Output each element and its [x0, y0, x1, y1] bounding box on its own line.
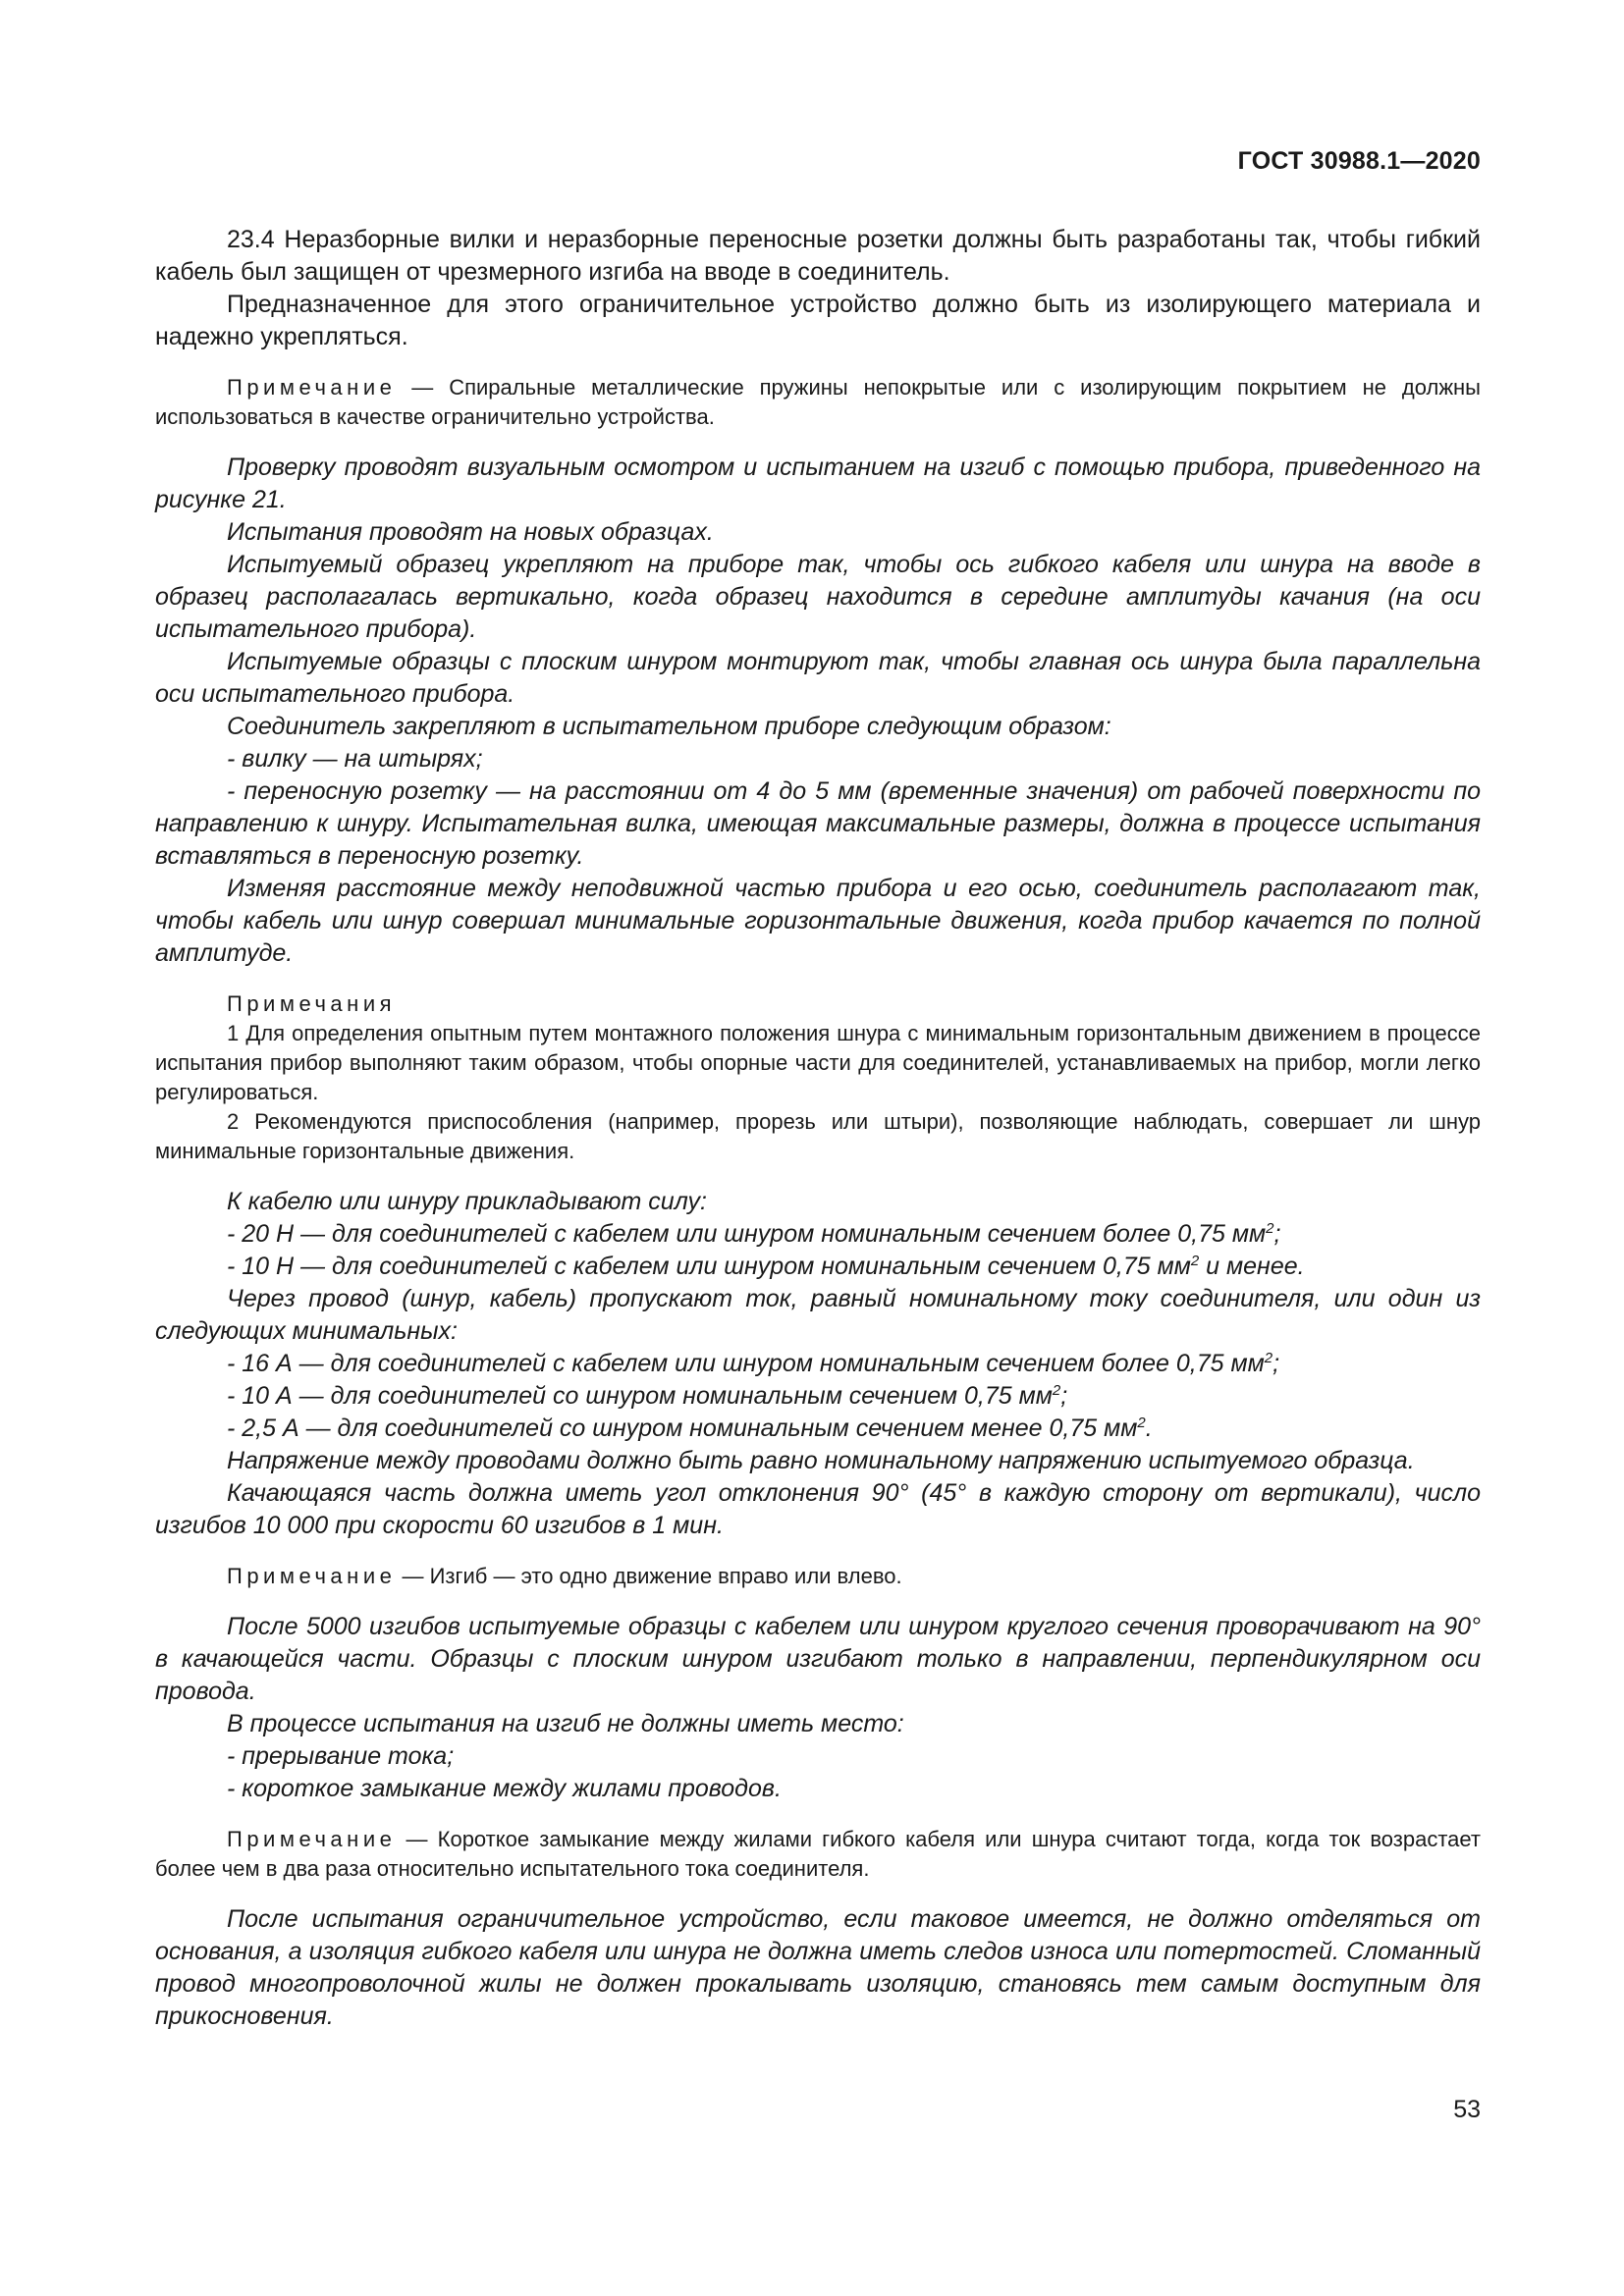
list-item: - короткое замыкание между жилами проводов.: [227, 1775, 782, 1802]
page-number: 53: [1453, 2096, 1481, 2123]
list-item: - 16 А — для соединителей с кабелем или шнуром номинальным сечением более 0,75 $мм^2$;: [227, 1350, 1280, 1377]
list-item: - 10 А — для соединителей со шнуром номинальным сечением 0,75 $мм^2$;: [227, 1382, 1068, 1410]
note-label: Примечание: [227, 1827, 397, 1851]
note-item: 2 Рекомендуются приспособления (например, прорезь или штыри), позволяющие наблюдать, совершает ли шнур минимальные горизонтальные движения.: [155, 1109, 1481, 1163]
test-paragraph: Проверку проводят визуальным осмотром и испытанием на изгиб с помощью прибора, приведенного на рисунке 21.: [155, 454, 1481, 513]
list-item: - 10 Н — для соединителей с кабелем или шнуром номинальным сечением 0,75 $мм^2$ и менее.: [227, 1253, 1305, 1280]
bending-paragraph: После 5000 изгибов испытуемые образцы с кабелем или шнуром круглого сечения проворачивают на 90° в качающейся части. Образцы с плоским шнуром изгибают только в направлении, перпендикулярном оси провода.: [155, 1613, 1481, 1705]
note-item: 1 Для определения опытным путем монтажного положения шнура с минимальным горизонтальным движением в процессе испытания прибор выполняют таким образом, чтобы опорные части для соединителей, устанавливаемых на прибор, могли легко регулироваться.: [155, 1021, 1481, 1104]
test-paragraph: Испытуемый образец укрепляют на приборе так, чтобы ось гибкого кабеля или шнура на вводе в образец располагалась вертикально, когда образец находится в середине амплитуды качания (на оси испытательного прибора).: [155, 551, 1481, 643]
note-label: Примечание: [227, 1564, 397, 1588]
note-text: Спиральные металлические пружины непокрытые или с изолирующим покрытием не должны использоваться в качестве ограничительно устройства.: [155, 375, 1481, 429]
test-paragraph: Испытания проводят на новых образцах.: [227, 518, 714, 546]
list-item: - 20 Н — для соединителей с кабелем или шнуром номинальным сечением более 0,75 $мм^2$;: [227, 1220, 1281, 1248]
test-paragraph: Соединитель закрепляют в испытательном приборе следующим образом:: [227, 713, 1111, 740]
bending-paragraph: В процессе испытания на изгиб не должны иметь место:: [227, 1710, 904, 1737]
final-paragraph: После испытания ограничительное устройство, если таковое имеется, не должно отделяться от основания, а изоляция гибкого кабеля или шнура не должна иметь следов износа или потертостей. Сломанный провод многопроволочной жилы не должен прокалывать изоляцию, становясь тем самым доступным для прикосновения.: [155, 1905, 1481, 2030]
test-paragraph: Испытуемые образцы с плоским шнуром монтируют так, чтобы главная ось шнура была параллельна оси испытательного прибора.: [155, 648, 1481, 708]
clause-paragraph: Предназначенное для этого ограничительное устройство должно быть из изолирующего материала и надежно укрепляться.: [155, 291, 1481, 350]
note-label: Примечание: [227, 375, 397, 400]
notes-label: Примечания: [227, 991, 397, 1016]
list-item: - вилку — на штырях;: [227, 745, 483, 773]
test-paragraph: Изменяя расстояние между неподвижной частью прибора и его осью, соединитель располагают так, чтобы кабель или шнур совершал минимальные горизонтальные движения, когда прибор качается по полной амплитуде.: [155, 875, 1481, 967]
document-header: ГОСТ 30988.1—2020: [1237, 147, 1481, 175]
note-text: Короткое замыкание между жилами гибкого кабеля или шнура считают тогда, когда ток возрастает более чем в два раза относительно испытательного тока соединителя.: [155, 1827, 1481, 1881]
clause-23-4: 23.4 Неразборные вилки и неразборные переносные розетки должны быть разработаны так, чтобы гибкий кабель был защищен от чрезмерного изгиба на вводе в соединитель.: [155, 226, 1481, 286]
note-3: Примечание — Изгиб — это одно движение вправо или влево.: [227, 1564, 902, 1588]
document-body: [155, 224, 1481, 2033]
note-4: Примечание — Короткое замыкание между жилами гибкого кабеля или шнура считают тогда, когда ток возрастает более чем в два раза относительно испытательного тока соединителя.: [155, 1827, 1481, 1881]
note-1: Примечание — Спиральные металлические пружины непокрытые или с изолирующим покрытием не должны использоваться в качестве ограничительно устройства.: [155, 375, 1481, 429]
list-item: - переносную розетку — на расстоянии от 4 до 5 мм (временные значения) от рабочей поверхности по направлению к шнуру. Испытательная вилка, имеющая максимальные размеры, должна в процессе испытания вставляться в переносную розетку.: [155, 777, 1481, 870]
force-intro: К кабелю или шнуру прикладывают силу:: [227, 1188, 707, 1215]
swing-paragraph: Качающаяся часть должна иметь угол отклонения 90° (45° в каждую сторону от вертикали), число изгибов 10 000 при скорости 60 изгибов в 1 мин.: [155, 1479, 1481, 1539]
list-item: - 2,5 А — для соединителей со шнуром номинальным сечением менее 0,75 $мм^2$.: [227, 1415, 1153, 1442]
note-text: Изгиб — это одно движение вправо или влево.: [429, 1564, 902, 1588]
list-item: - прерывание тока;: [227, 1742, 455, 1770]
voltage-paragraph: Напряжение между проводами должно быть равно номинальному напряжению испытуемого образца.: [227, 1447, 1415, 1474]
current-intro: Через провод (шнур, кабель) пропускают ток, равный номинальному току соединителя, или один из следующих минимальных:: [155, 1285, 1481, 1345]
